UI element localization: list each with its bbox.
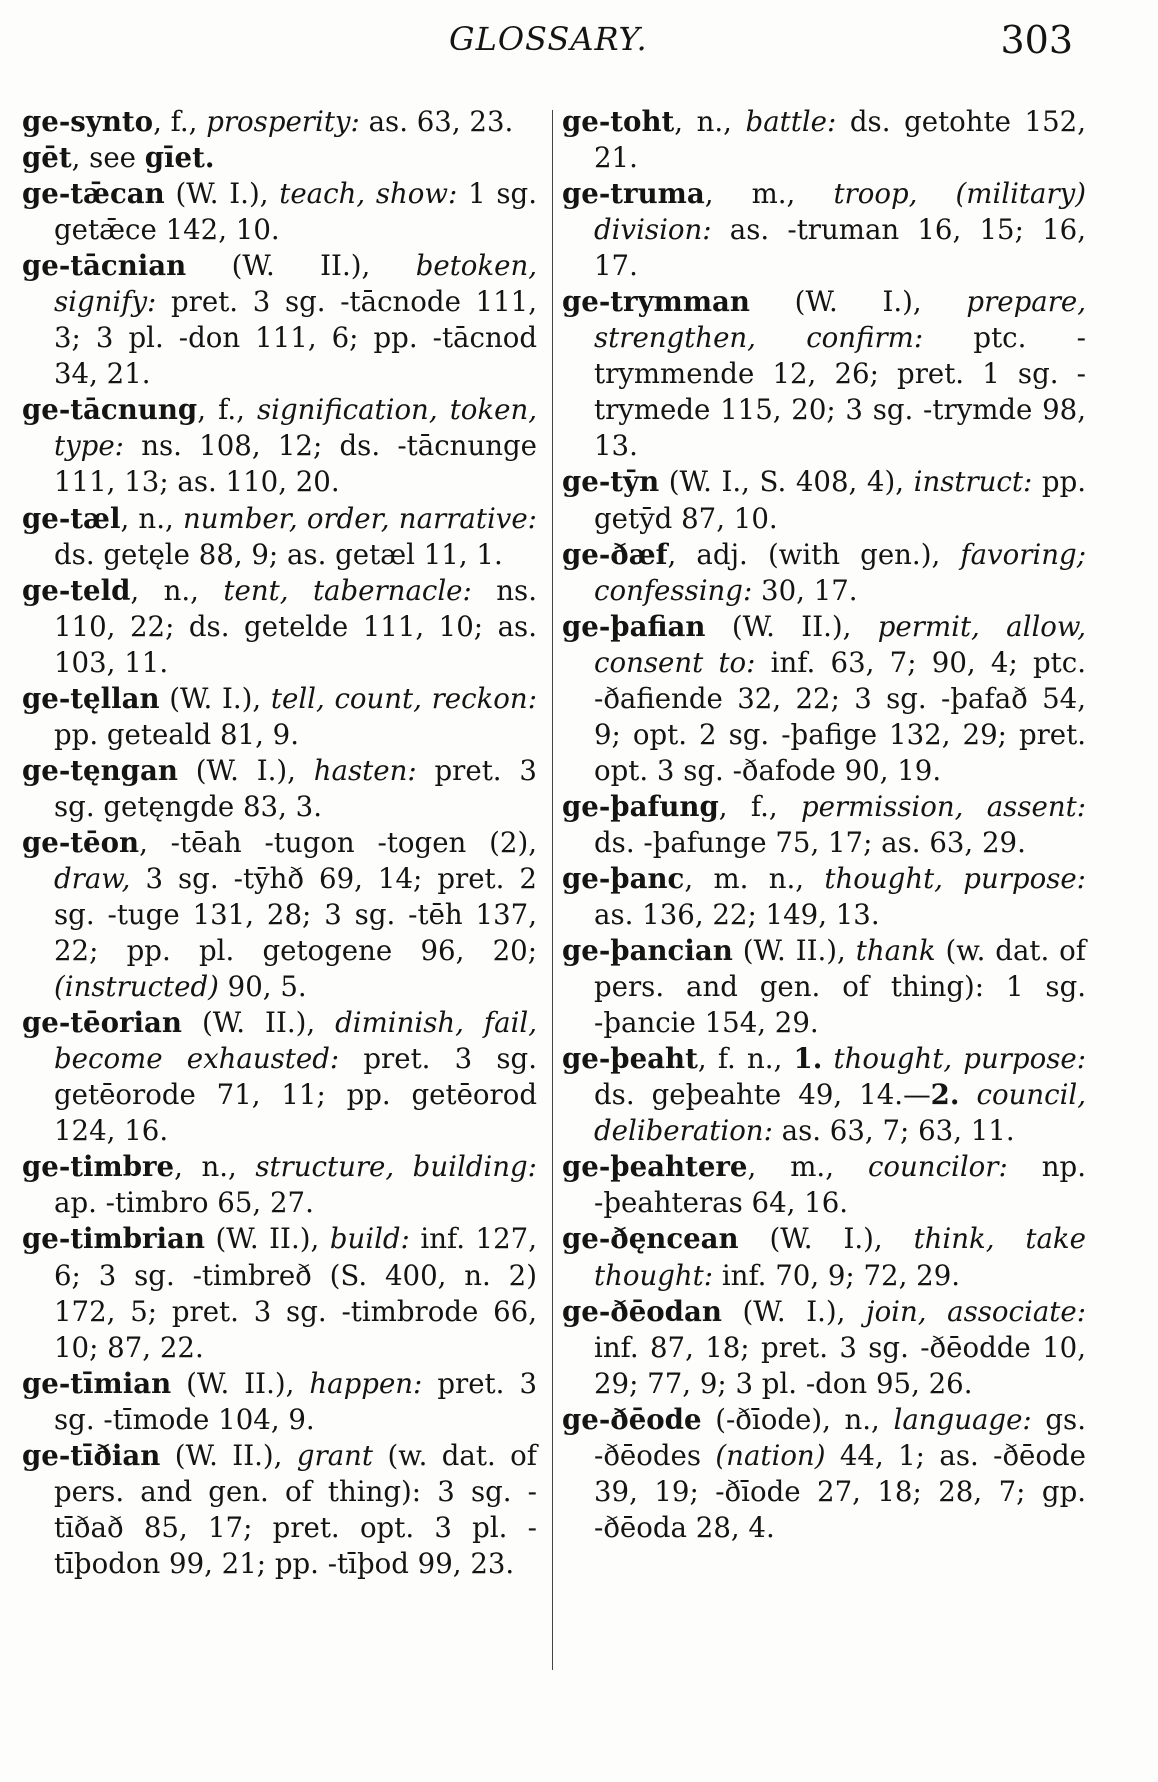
- entry-definition: structure, building:: [255, 1150, 537, 1184]
- entry-definition: councilor:: [867, 1150, 1008, 1184]
- entry-references: ptc. -trymmende 12, 26; pret. 1 sg. -trymede 115, 20; 3 sg. -trymde 98, 13.: [594, 321, 1086, 463]
- glossary-entry: [22, 1366, 537, 1438]
- glossary-entry: [562, 861, 1086, 933]
- entry-grammar: , m. n.,: [684, 861, 825, 895]
- entry-headword: ge-ðæf: [562, 537, 668, 571]
- entry-cross-reference: gīet.: [144, 141, 215, 175]
- entry-grammar: , n.,: [674, 105, 746, 138]
- entry-references: (w. dat. of pers. and gen. of thing): 1 sg. -þancie 154, 29.: [594, 934, 1087, 1040]
- entry-references: 1 sg. getǣce 142, 10.: [54, 177, 537, 247]
- glossary-column-right: [562, 104, 1086, 1546]
- entry-sense-number: 1.: [793, 1042, 823, 1076]
- entry-headword: ge-toht: [562, 105, 675, 138]
- entry-references: inf. 127, 6; 3 sg. -timbreð (S. 400, n. 2) 172, 5; pret. 3 sg. -timbrode 66, 10; 87, 22.: [54, 1222, 537, 1364]
- entry-references: 44, 1; as. -ðēode 39, 19; -ðīode 27, 18; 28, 7; gp. -ðēoda 28, 4.: [594, 1438, 1086, 1544]
- glossary-entry: [22, 753, 537, 825]
- entry-definition: diminish, fail, become exhausted:: [54, 1006, 537, 1076]
- glossary-entry: [562, 609, 1086, 789]
- entry-definition: draw,: [54, 861, 131, 895]
- entry-grammar: (W. I.),: [177, 753, 314, 787]
- entry-references: as. 136, 22; 149, 13.: [594, 898, 880, 932]
- entry-references: ns. 108, 12; ds. -tācnunge 111, 13; as. 110, 20.: [54, 429, 537, 499]
- entry-definition: prosperity:: [206, 105, 360, 138]
- entry-definition: thank: [855, 934, 936, 968]
- entry-definition: happen:: [309, 1366, 423, 1400]
- entry-definition: (nation): [715, 1438, 826, 1472]
- entry-definition: prepare, strengthen, confirm:: [594, 285, 1086, 355]
- entry-headword: ge-tęngan: [22, 753, 178, 787]
- entry-headword: ge-tīðian: [22, 1438, 161, 1472]
- glossary-entry: [562, 1294, 1086, 1402]
- glossary-entry: [22, 1438, 537, 1582]
- entry-references: pret. 3 sg. getęngde 83, 3.: [54, 753, 537, 823]
- entry-grammar: (W. II.),: [705, 609, 878, 643]
- entry-definition: instruct:: [913, 465, 1033, 499]
- entry-references: pp. getȳd 87, 10.: [594, 465, 1086, 535]
- entry-headword: ge-synto: [22, 105, 154, 138]
- entry-headword: ge-þanc: [562, 861, 685, 895]
- entry-headword: ge-timbre: [22, 1150, 175, 1184]
- entry-references: inf. 70, 9; 72, 29.: [713, 1258, 961, 1292]
- entry-grammar: (W. I.),: [738, 1222, 914, 1256]
- glossary-entry: [22, 573, 537, 681]
- entry-definition: troop, (military) division:: [594, 177, 1086, 247]
- entry-references: as. 63, 23.: [359, 105, 514, 138]
- entry-definition: teach, show:: [279, 177, 458, 211]
- entry-grammar: (W. II.),: [181, 1006, 336, 1040]
- entry-definition: tent, tabernacle:: [223, 573, 472, 607]
- entry-headword: ge-tȳn: [562, 465, 660, 499]
- entry-grammar: (W. II.),: [204, 1222, 330, 1256]
- entry-definition: grant: [296, 1438, 374, 1472]
- entry-headword: ge-teld: [22, 573, 131, 607]
- entry-references: pret. 3 sg. -tācnode 111, 3; 3 pl. -don 111, 6; pp. -tācnod 34, 21.: [54, 285, 537, 391]
- entry-references: ap. -timbro 65, 27.: [54, 1186, 314, 1220]
- entry-headword: ge-tācnung: [22, 393, 198, 427]
- entry-grammar: , adj. (with gen.),: [667, 537, 961, 571]
- entry-references: as. 63, 7; 63, 11.: [772, 1114, 1015, 1148]
- entry-headword: ge-tæl: [22, 501, 121, 535]
- entry-grammar: , m.,: [704, 177, 834, 211]
- entry-headword: ge-truma: [562, 177, 705, 211]
- glossary-entry: [562, 1041, 1086, 1149]
- entry-definition: battle:: [745, 105, 837, 138]
- entry-headword: ge-ðēodan: [562, 1294, 722, 1328]
- entry-sense-number: 2.: [930, 1078, 960, 1112]
- entry-headword: ge-tǣcan: [22, 177, 165, 211]
- glossary-entry: [562, 104, 1086, 176]
- entry-references: ds. geþeahte 49, 14.—: [594, 1078, 931, 1112]
- entry-headword: gēt: [22, 141, 72, 175]
- glossary-entry: [22, 1149, 537, 1221]
- glossary-entry: [562, 1402, 1086, 1546]
- entry-grammar: , f.,: [197, 393, 257, 427]
- entry-headword: ge-þafung: [562, 789, 719, 823]
- entry-definition: permit, allow, consent to:: [594, 609, 1086, 679]
- entry-references: pret. 3 sg. getēorode 71, 11; pp. getēorod 124, 16.: [54, 1042, 537, 1148]
- entry-grammar: , m.,: [747, 1150, 868, 1184]
- entry-definition: think, take thought:: [594, 1222, 1086, 1292]
- entry-definition: thought, purpose:: [824, 861, 1086, 895]
- entry-grammar: (-ðīode), n.,: [701, 1402, 894, 1436]
- entry-references: ds. getęle 88, 9; as. getæl 11, 1.: [54, 537, 503, 571]
- entry-definition: favoring; confessing:: [594, 537, 1086, 607]
- entry-references: inf. 63, 7; 90, 4; ptc. -ðafiende 32, 22; 3 sg. -þafað 54, 9; opt. 2 sg. -þafige 132, 29; pret. opt. 3 sg. -ðafode 90, 19.: [594, 645, 1086, 787]
- glossary-entry: [22, 501, 537, 573]
- glossary-entry: [562, 284, 1086, 464]
- page-number: 303: [1000, 18, 1073, 62]
- entry-headword: ge-tācnian: [22, 249, 187, 283]
- entry-headword: ge-þafian: [562, 609, 706, 643]
- entry-grammar: (W. II.),: [171, 1366, 310, 1400]
- entry-definition: tell, count, reckon:: [270, 681, 537, 715]
- entry-references: as. -truman 16, 15; 16, 17.: [594, 213, 1086, 283]
- column-divider: [552, 110, 553, 1670]
- entry-grammar: (W. I.),: [159, 681, 271, 715]
- entry-grammar: , n.,: [174, 1150, 256, 1184]
- entry-definition: signification, token, type:: [54, 393, 537, 463]
- entry-headword: ge-tęllan: [22, 681, 160, 715]
- glossary-entry: [22, 681, 537, 753]
- entry-headword: ge-þeahtere: [562, 1150, 748, 1184]
- glossary-entry: [562, 464, 1086, 536]
- glossary-entry: [562, 933, 1086, 1041]
- entry-grammar: (W. I.),: [749, 285, 967, 319]
- glossary-entry: [562, 1149, 1086, 1221]
- entry-grammar: , see: [71, 141, 145, 175]
- entry-definition: language:: [893, 1402, 1032, 1436]
- glossary-entry: [22, 104, 537, 140]
- entry-grammar: , -tēah -tugon -togen (2),: [139, 825, 537, 859]
- glossary-entry: [22, 1005, 537, 1149]
- entry-grammar: (W. II.),: [732, 934, 856, 968]
- glossary-entry: [562, 789, 1086, 861]
- entry-headword: ge-ðęncean: [562, 1222, 739, 1256]
- entry-grammar: (W. I.),: [164, 177, 280, 211]
- entry-headword: ge-trymman: [562, 285, 750, 319]
- entry-headword: ge-timbrian: [22, 1222, 205, 1256]
- entry-definition: join, associate:: [866, 1294, 1086, 1328]
- entry-references: np. -þeahteras 64, 16.: [594, 1150, 1086, 1220]
- entry-grammar: , f.,: [718, 789, 801, 823]
- entry-definition: hasten:: [313, 753, 417, 787]
- entry-definition: thought, purpose:: [822, 1042, 1086, 1076]
- entry-definition: betoken, signify:: [54, 249, 537, 319]
- entry-headword: ge-tēorian: [22, 1006, 182, 1040]
- glossary-entry: [562, 537, 1086, 609]
- entry-references: ds. getohte 152, 21.: [594, 105, 1086, 175]
- entry-headword: ge-tēon: [22, 825, 140, 859]
- entry-definition: council, deliberation:: [594, 1078, 1086, 1148]
- entry-grammar: (W. I.),: [721, 1294, 867, 1328]
- entry-references: 30, 17.: [752, 573, 858, 607]
- glossary-column-left: [22, 104, 537, 1582]
- entry-references: gs. -ðēodes: [594, 1402, 1086, 1472]
- entry-references: 3 sg. -tȳhð 69, 14; pret. 2 sg. -tuge 131, 28; 3 sg. -tēh 137, 22; pp. pl. getogene 96, 20;: [54, 861, 537, 968]
- entry-references: ds. -þafunge 75, 17; as. 63, 29.: [594, 825, 1026, 859]
- entry-grammar: (W. II.),: [160, 1438, 297, 1472]
- entry-references: (w. dat. of pers. and gen. of thing): 3 sg. -tīðað 85, 17; pret. opt. 3 pl. -tīþodon 99, 21; pp. -tīþod 99, 23.: [54, 1438, 538, 1580]
- glossary-entry: [22, 248, 537, 392]
- entry-headword: ge-þeaht: [562, 1042, 698, 1076]
- entry-grammar: (W. II.),: [186, 249, 416, 283]
- entry-headword: ge-þancian: [562, 934, 733, 968]
- entry-headword: ge-tīmian: [22, 1366, 172, 1400]
- glossary-entry: [22, 140, 537, 176]
- glossary-entry: [562, 1221, 1086, 1293]
- running-head-title: GLOSSARY.: [449, 20, 648, 58]
- entry-definition: permission, assent:: [800, 789, 1086, 823]
- entry-headword: ge-ðēode: [562, 1402, 702, 1436]
- entry-grammar: (W. I., S. 408, 4),: [659, 465, 914, 499]
- entry-definition: build:: [329, 1222, 410, 1256]
- entry-references: 90, 5.: [218, 970, 307, 1004]
- entry-references: pp. geteald 81, 9.: [54, 717, 299, 751]
- entry-references: ns. 110, 22; ds. getelde 111, 10; as. 103, 11.: [54, 573, 537, 679]
- entry-definition: number, order, narrative:: [182, 501, 537, 535]
- entry-references: pret. 3 sg. -tīmode 104, 9.: [54, 1366, 537, 1436]
- glossary-entry: [22, 825, 537, 1005]
- glossary-entry: [22, 392, 537, 500]
- entry-references: inf. 87, 18; pret. 3 sg. -ðēodde 10, 29; 77, 9; 3 pl. -don 95, 26.: [594, 1330, 1086, 1400]
- glossary-entry: [22, 1221, 537, 1365]
- entry-grammar: , n.,: [130, 573, 224, 607]
- entry-grammar: , n.,: [120, 501, 183, 535]
- glossary-entry: [562, 176, 1086, 284]
- entry-grammar: , f. n.,: [697, 1042, 794, 1076]
- entry-grammar: , f.,: [153, 105, 207, 138]
- entry-definition: (instructed): [54, 970, 219, 1004]
- glossary-entry: [22, 176, 537, 248]
